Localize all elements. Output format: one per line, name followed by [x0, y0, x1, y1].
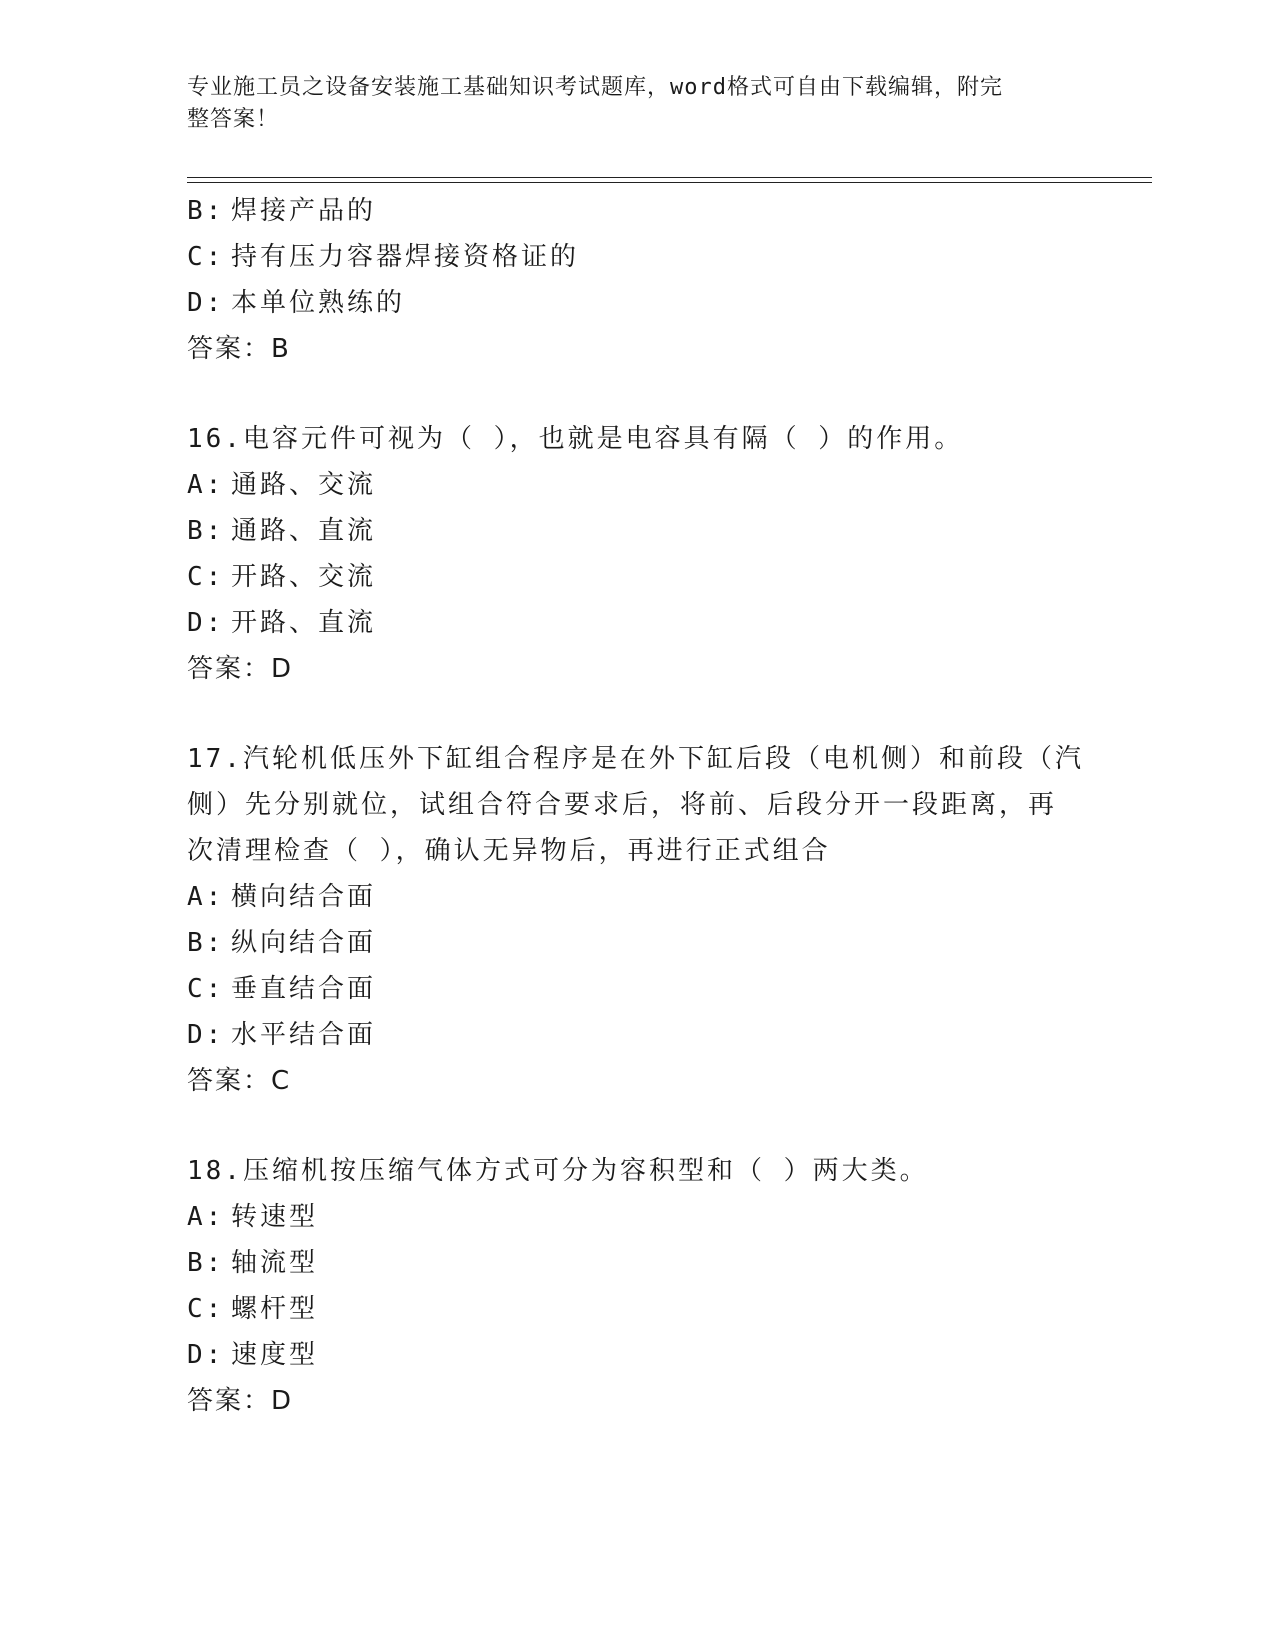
option-text: 开路、交流	[231, 562, 377, 592]
option-text: 螺杆型	[231, 1294, 319, 1324]
option-letter: B:	[187, 1248, 225, 1278]
option-letter: D:	[187, 1020, 225, 1050]
option-b	[187, 508, 1087, 554]
question-18	[187, 1148, 1087, 1424]
question-17	[187, 736, 1087, 1104]
question-stem: 18.压缩机按压缩气体方式可分为容积型和（ ）两大类。	[187, 1156, 929, 1186]
question-content	[187, 188, 1087, 1424]
option-text: 开路、直流	[231, 608, 377, 638]
option-text: 通路、直流	[231, 516, 377, 546]
header-divider-top	[187, 177, 1152, 178]
option-c	[187, 234, 1087, 280]
option-b	[187, 920, 1087, 966]
answer-line: 答案：C	[187, 1066, 292, 1096]
question-stem: 侧）先分别就位，试组合符合要求后，将前、后段分开一段距离，再	[187, 790, 1058, 820]
option-b	[187, 1240, 1087, 1286]
option-d	[187, 600, 1087, 646]
answer-line: 答案：D	[187, 654, 294, 684]
option-text: 持有压力容器焊接资格证的	[231, 242, 580, 272]
page-header	[187, 72, 1067, 136]
option-text: 纵向结合面	[231, 928, 377, 958]
option-text: 通路、交流	[231, 470, 377, 500]
answer-line: 答案：B	[187, 334, 291, 364]
option-c	[187, 1286, 1087, 1332]
option-letter: D:	[187, 608, 225, 638]
option-letter: A:	[187, 1202, 225, 1232]
option-text: 垂直结合面	[231, 974, 377, 1004]
option-letter: D:	[187, 288, 225, 318]
header-line-2: 整答案！	[187, 107, 280, 132]
question-stem: 次清理检查（ ），确认无异物后，再进行正式组合	[187, 836, 831, 866]
option-letter: C:	[187, 1294, 225, 1324]
option-a	[187, 462, 1087, 508]
option-text: 速度型	[231, 1340, 319, 1370]
answer-line: 答案：D	[187, 1386, 294, 1416]
option-a	[187, 1194, 1087, 1240]
option-letter: D:	[187, 1340, 225, 1370]
option-c	[187, 966, 1087, 1012]
option-text: 水平结合面	[231, 1020, 377, 1050]
option-a	[187, 874, 1087, 920]
option-d	[187, 1012, 1087, 1058]
option-letter: B:	[187, 928, 225, 958]
option-text: 本单位熟练的	[231, 288, 406, 318]
header-line-1: 专业施工员之设备安装施工基础知识考试题库，word格式可自由下载编辑，附完	[187, 75, 1003, 100]
option-d	[187, 1332, 1087, 1378]
option-letter: C:	[187, 974, 225, 1004]
option-letter: B:	[187, 196, 225, 226]
option-letter: A:	[187, 882, 225, 912]
option-c	[187, 554, 1087, 600]
question-16	[187, 416, 1087, 692]
option-text: 焊接产品的	[231, 196, 377, 226]
header-divider-bottom	[187, 182, 1152, 183]
question-stem: 17.汽轮机低压外下缸组合程序是在外下缸后段（电机侧）和前段（汽	[187, 744, 1084, 774]
option-letter: C:	[187, 242, 225, 272]
option-text: 横向结合面	[231, 882, 377, 912]
question-stem: 16.电容元件可视为（ ），也就是电容具有隔（ ）的作用。	[187, 424, 964, 454]
option-letter: A:	[187, 470, 225, 500]
partial-question	[187, 188, 1087, 372]
option-text: 轴流型	[231, 1248, 319, 1278]
option-d	[187, 280, 1087, 326]
option-letter: B:	[187, 516, 225, 546]
option-letter: C:	[187, 562, 225, 592]
option-text: 转速型	[231, 1202, 319, 1232]
option-b	[187, 188, 1087, 234]
